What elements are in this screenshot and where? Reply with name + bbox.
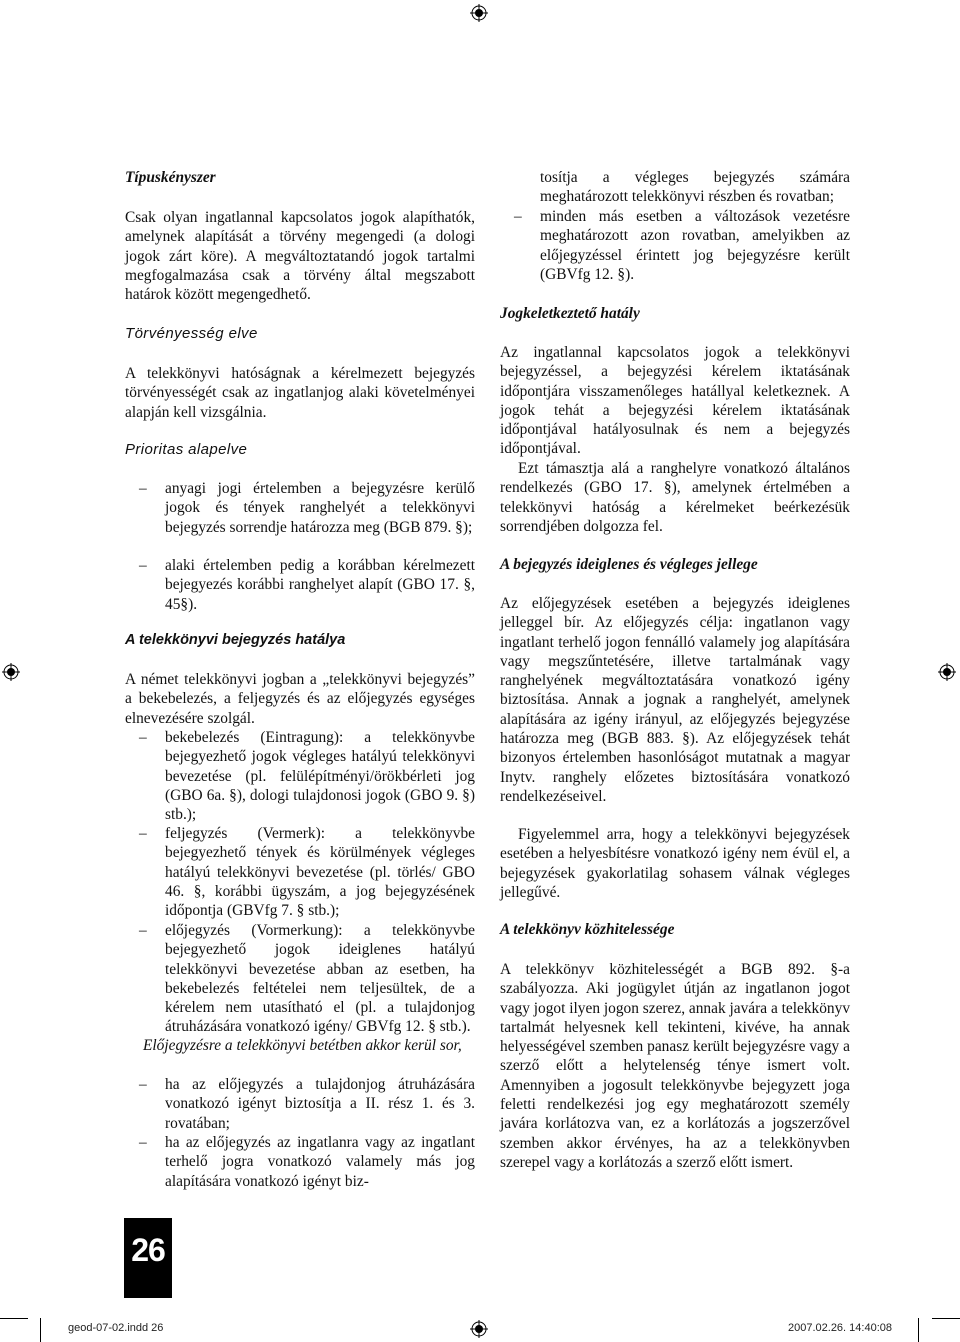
paragraph-torvenyesseg: A telekkönyvi hatóságnak a kérelmezett bejegyzés törvényességét csak az ingatlanjog alaki követelményei alapján kell vizsgálnia. (125, 365, 475, 421)
paragraph-tipuskenyszer: Csak olyan ingatlannal kapcsolatos jogok alapíthatók, amelynek alapítását a törvény megengedi (a dologi jogok zárt köre). A megváltoztatandó jogok tartalmi megfogalmazása csak a törvény által megszabott határok között megengedhető. (125, 209, 475, 304)
list-item: – alaki értelemben pedig a korábban kérelmezett bejegyezés korábbi ranghelyet alapít (GBO 17. §, 45§). (125, 556, 475, 614)
paragraph-bejegyzes-hatalya: A német telekkönyvi jogban a „telekkönyvi bejegyzés” a bekebelezés, a feljegyzés és az előjegyzés egységes elnevezésére szolgál. (125, 671, 475, 727)
list-item: – ha az előjegyzés az ingatlanra vagy az ingatlant terhelő jogra vonatkozó valamely más jog alapítására vonatkozó igényt biz- (125, 1133, 475, 1191)
registration-mark-icon (938, 663, 956, 681)
heading-jogkeletkezteto: Jogkeletkeztető hatály (500, 305, 640, 322)
heading-kozhitelesseg: A telekkönyv közhitelessége (500, 921, 675, 938)
trim-mark (932, 1318, 960, 1319)
list-item: – előjegyzés (Vormerkung): a telekkönyvbe bejegyezhető jogok ideiglenes hatályú telekkönyvi bevezetése abban az esetben, ha bekebelezés feltételei nem teljesültek, de a kérelem nem utasítható el (pl. a tulajdonjog átruházására vonatkozó igény/ GBVfg 12. § stb.). (125, 921, 475, 1037)
trim-mark (0, 1318, 28, 1319)
registration-mark-icon (2, 663, 20, 681)
trim-mark (918, 1318, 919, 1342)
registration-mark-icon (470, 1320, 488, 1338)
footer-filename: geod-07-02.indd 26 (68, 1322, 164, 1334)
paragraph-ideiglenes-2: Figyelemmel arra, hogy a telekkönyvi bejegyzések esetében a helyesbítésre vonatkozó igény nem évül el, a bejegyzések gyakorlatilag sohasem válnak végleges jellegűvé. (500, 826, 850, 901)
heading-prioritas: Prioritas alapelve (125, 441, 248, 458)
list-item: – ha az előjegyzés a tulajdonjog átruházására vonatkozó igényt biztosítja a II. rész 1. és 3. rovatában; (125, 1075, 475, 1133)
list-item: – minden más esetben a változások vezetésre meghatározott azon rovatban, amelyikben az előjegyzéssel érintett jog bejegyzésre került (GBVfg 12. §). (500, 207, 850, 284)
heading-bejegyzes-hatalya: A telekkönyvi bejegyzés hatálya (125, 632, 346, 648)
paragraph-ideiglenes-1: Az előjegyzések esetében a bejegyzés ideiglenes jelleggel bír. Az előjegyzés célja: ingatlanon vagy ingatlant terhelő jogon fennálló valamely jog alapítására vagy megszűntetésére, illetve tartalmának vagy ranghelyének megváltoztatására vonatkozó igény biztosítása. Annak a jognak a ranghelyét, amelynek alapítására az igény irányul, az előjegyzés bejegyzése határozza meg (BGB 883. §). Az előjegyzések tehát bizonyos értelemben hasonlóságot mutatnak a magyar Inytv. ranghely előzetes biztosítására vonatkozó rendelkezéseivel. (500, 595, 850, 805)
heading-tipuskenyszer: Típuskényszer (125, 169, 216, 186)
page-number: 26 (124, 1218, 172, 1298)
paragraph-jogkeletkezteto-2: Ezt támasztja alá a ranghelyre vonatkozó általános rendelkezés (GBO 17. §), amelynek értelmében a telekkönyvi hatóság a kérelmeket beérkezésük sorrendjében dolgozza fel. (500, 460, 850, 535)
heading-torvenyesseg: Törvényesség elve (125, 325, 258, 342)
paragraph-elojegyzes-intro: Előjegyzésre a telekkönyvi betétben akkor kerül sor, (143, 1037, 462, 1054)
list-item: – bekebelezés (Eintragung): a telekkönyvbe bejegyezhető jogok végleges hatályú telekkönyvi bevezetése (pl. felülépítményi/örökbérleti jog (GBO 6a. §), dologi tulajdonosi jogok (GBO 9. §) stb.); (125, 728, 475, 824)
paragraph-continuation: tosítja a végleges bejegyzés számára meghatározott telekkönyvi részben és rovatban; (540, 169, 850, 206)
registration-mark-icon (470, 4, 488, 22)
heading-ideiglenes-vegleges: A bejegyzés ideiglenes és végleges jellege (500, 556, 758, 573)
list-item: – feljegyzés (Vermerk): a telekkönyvbe bejegyezhető tények és körülmények végleges hatályú telekkönyvi bevezetése (pl. törlés/ GBO 46. §, korábbi ügyszám, a jog bejegyzésének időpontja (GBVfg 7. § stb.); (125, 824, 475, 920)
paragraph-kozhitelesseg: A telekkönyv közhitelességét a BGB 892. §-a szabályozza. Aki jogügylet útján az ingatlanon jogot vagy jogot ilyen jogon szerez, annak javára a telekkönyv tartalmát helyesnek kell tekinteni, kivéve, ha annak helyességével szemben panasz került bejegyzésre vagy a szerző előtt a helytelenség ténye ismert volt. Amennyiben a jogosult telekkönyvbe bejegyzett joga feletti rendelkezési jog egy meghatározott személy javára korlátozva van, ez a korlátozás a jogszerzővel szemben akkor érvényes, ha az a telekkönyvben szerepel vagy a korlátozás a szerző előtt ismert. (500, 961, 851, 1171)
list-item: – anyagi jogi értelemben a bejegyzésre kerülő jogok és tények ranghelyét a telekkönyvi bejegyzés sorrendje határozza meg (BGB 879. §); (125, 479, 475, 537)
trim-mark (40, 1318, 41, 1342)
paragraph-jogkeletkezteto-1: Az ingatlannal kapcsolatos jogok a telekkönyvi bejegyzéssel, a bejegyzési kérelem iktatásának időpontjára visszamenőleges hatállyal keletkeznek. A jogok tehát a bejegyzési kérelem iktatásának időpontjával hatályosulnak és nem a bejegyzés időpontjával. (500, 344, 850, 458)
footer-timestamp: 2007.02.26. 14:40:08 (788, 1322, 892, 1334)
